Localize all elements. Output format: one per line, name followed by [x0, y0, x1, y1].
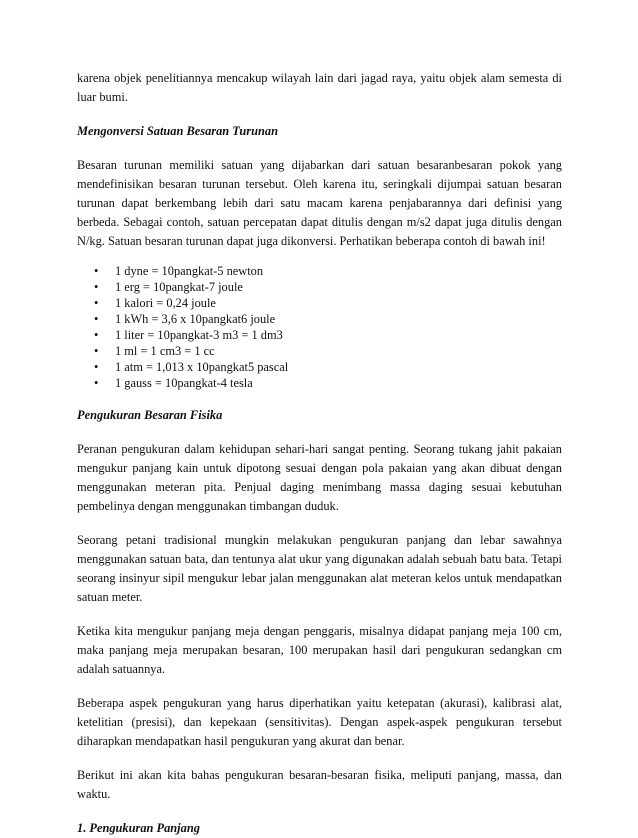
list-item: [77, 279, 562, 295]
paragraph-petani: Seorang petani tradisional mungkin melakukan pengukuran panjang dan lebar sawahnya menggunakan satuan bata, dan tentunya alat ukur yang digunakan adalah sebuah batu bata. Tetapi seorang insinyur sipil mengukur lebar jalan menggunakan alat meteran kelos untuk mendapatkan satuan meter.: [77, 533, 562, 604]
bullet-icon: •: [94, 280, 99, 294]
bullet-icon: •: [94, 312, 99, 326]
intro-paragraph: karena objek penelitiannya mencakup wilayah lain dari jagad raya, yaitu objek alam semesta di luar bumi.: [77, 71, 562, 104]
bullet-icon: •: [94, 376, 99, 390]
list-item-text: 1 gauss = 10pangkat-4 tesla: [115, 376, 253, 390]
bullet-icon: •: [94, 296, 99, 310]
list-item-text: 1 kWh = 3,6 x 10pangkat6 joule: [115, 312, 276, 326]
bullet-icon: •: [94, 344, 99, 358]
heading-pengukuran-panjang: 1. Pengukuran Panjang: [77, 821, 200, 835]
list-item: [77, 295, 562, 311]
list-item: [77, 263, 562, 279]
list-item: [77, 327, 562, 343]
bullet-icon: •: [94, 328, 99, 342]
list-item: [77, 343, 562, 359]
list-item-text: 1 liter = 10pangkat-3 m3 = 1 dm3: [115, 328, 283, 342]
list-item: [77, 359, 562, 375]
paragraph-ketika: Ketika kita mengukur panjang meja dengan penggaris, misalnya didapat panjang meja 100 cm, maka panjang meja merupakan besaran, 100 merupakan hasil dari pengukuran sedangkan cm adalah satuannya.: [77, 624, 562, 676]
bullet-icon: •: [94, 360, 99, 374]
list-item: [77, 311, 562, 327]
list-item-text: 1 atm = 1,013 x 10pangkat5 pascal: [115, 360, 289, 374]
paragraph-aspek: Beberapa aspek pengukuran yang harus diperhatikan yaitu ketepatan (akurasi), kalibrasi alat, ketelitian (presisi), dan kepekaan (sensitivitas). Dengan aspek-aspek pengukuran tersebut diharapkan mendapatkan hasil pengukuran yang akurat dan benar.: [77, 696, 562, 748]
list-item: [77, 375, 562, 391]
list-item-text: 1 kalori = 0,24 joule: [115, 296, 216, 310]
paragraph-konversi: Besaran turunan memiliki satuan yang dijabarkan dari satuan besaranbesaran pokok yang mendefinisikan besaran turunan tersebut. Oleh karena itu, seringkali dijumpai satuan besaran turunan dapat berkembang lebih dari satu macam karena penjabarannya dari definisi yang berbeda. Sebagai contoh, satuan percepatan dapat ditulis dengan m/s2 dapat juga ditulis dengan N/kg. Satuan besaran turunan dapat juga dikonversi. Perhatikan beberapa contoh di bawah ini!: [77, 158, 562, 248]
list-item-text: 1 dyne = 10pangkat-5 newton: [115, 264, 264, 278]
list-item-text: 1 ml = 1 cm3 = 1 cc: [115, 344, 215, 358]
list-item-text: 1 erg = 10pangkat-7 joule: [115, 280, 243, 294]
heading-pengukuran: Pengukuran Besaran Fisika: [77, 408, 223, 422]
heading-mengonversi: Mengonversi Satuan Besaran Turunan: [77, 124, 278, 138]
paragraph-berikut: Berikut ini akan kita bahas pengukuran besaran-besaran fisika, meliputi panjang, massa, dan waktu.: [77, 768, 562, 801]
conversion-list: [77, 263, 562, 391]
bullet-icon: •: [94, 264, 99, 278]
paragraph-peranan: Peranan pengukuran dalam kehidupan sehari-hari sangat penting. Seorang tukang jahit pakaian mengukur panjang kain untuk dipotong sesuai dengan pola pakaian yang akan dibuat dengan menggunakan meteran pita. Penjual daging menimbang massa daging sesuai kebutuhan pembelinya dengan menggunakan timbangan duduk.: [77, 442, 562, 513]
